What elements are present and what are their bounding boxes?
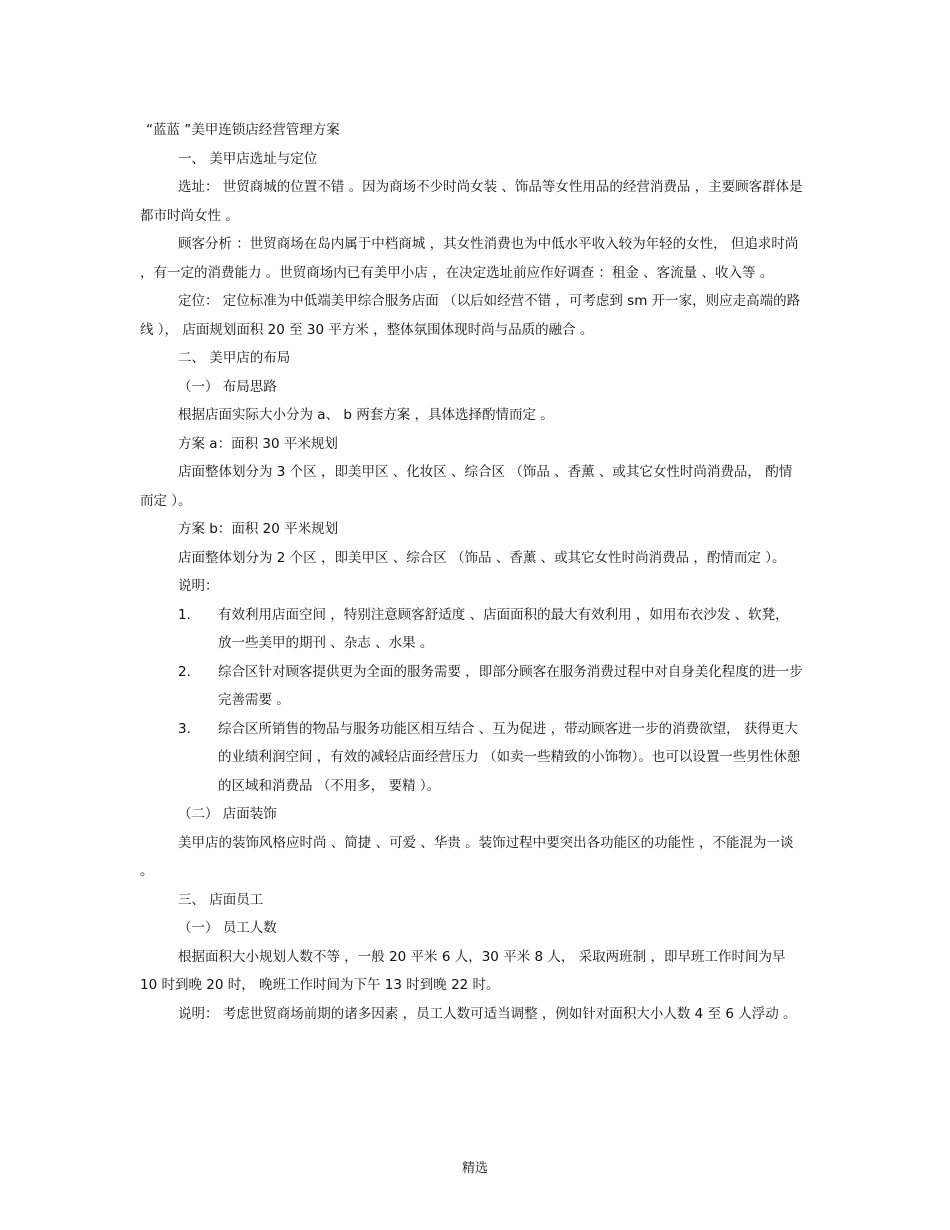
paragraph: 美甲店的装饰风格应时尚 、简捷 、可爱 、华贵 。装饰过程中要突出各功能区的功能性 ，不能混为一谈 。	[140, 834, 794, 879]
paragraph: 根据店面实际大小分为 a、 b 两套方案 ，具体选择酌情而定 。	[178, 407, 554, 423]
list-text: 综合区针对顾客提供更为全面的服务需要 ，即部分顾客在服务消费过程中对自身美化程度的进一步完善需要 。	[218, 663, 803, 708]
list-item	[140, 715, 805, 801]
list-item	[140, 601, 805, 658]
paragraph: 店面整体划分为 2 个区 ，即美甲区 、综合区 （饰品 、香薰 、或其它女性时尚消费品 ，酌情而定 ）。	[178, 549, 786, 566]
note-label: 说明：	[178, 578, 219, 594]
section-heading: 一、 美甲店选址与定位	[178, 150, 318, 167]
paragraph: 根据面积大小规划人数不等 ，一般 20 平米 6 人，30 平米 8 人， 采取两班制 ，即早班工作时间为早 10 时到晚 20 时， 晚班工作时间为下午 13 时到晚 22 时。	[140, 948, 786, 993]
subsection-heading: （一） 布局思路	[178, 378, 277, 395]
document-body	[140, 116, 805, 1028]
paragraph: 说明： 考虑世贸商场前期的诸多因素 ，员工人数可适当调整 ，例如针对面积大小人数 4 至 6 人浮动 。	[178, 1005, 797, 1022]
paragraph: 店面整体划分为 3 个区 ，即美甲区 、化妆区 、综合区 （饰品 、香薰 、或其它女性时尚消费品， 酌情而定 ）。	[140, 464, 793, 509]
plan-heading: 方案 a：面积 30 平米规划	[178, 435, 338, 452]
list-number: 2.	[178, 663, 191, 680]
page-footer: 精选	[461, 1161, 488, 1176]
list-number: 3.	[178, 720, 191, 737]
subsection-heading: （二） 店面装饰	[178, 806, 277, 822]
list-number: 1.	[178, 606, 191, 623]
document-title: “蓝蓝 ”美甲连锁店经营管理方案	[146, 122, 340, 138]
list-text: 有效利用店面空间 ，特别注意顾客舒适度 、店面面积的最大有效利用 ，如用布衣沙发 、软凳， 放一些美甲的期刊 、杂志 、水果 。	[218, 606, 789, 651]
subsection-heading: （一） 员工人数	[178, 920, 277, 936]
paragraph: 顾客分析 ：世贸商场在岛内属于中档商城 ，其女性消费也为中低水平收入较为年轻的女性， 但追求时尚 ，有一定的消费能力 。世贸商场内已有美甲小店 ，在决定选址前应作好调查 ：租金 、客流量 、收入等 。	[140, 236, 799, 281]
list-text: 综合区所销售的物品与服务功能区相互结合 、互为促进 ，带动顾客进一步的消费欲望， 获得更大的业绩利润空间 ，有效的减轻店面经营压力 （如卖一些精致的小饰物）。也可以设置一些男性休憩的区域和消费品 （不用多， 要精 ）。	[218, 720, 801, 794]
paragraph: 定位： 定位标准为中低端美甲综合服务店面 （以后如经营不错 ，可考虑到 sm 开一家，则应走高端的路线 ）， 店面规划面积 20 至 30 平方米 ，整体氛围体现时尚与品质的融合 。	[140, 293, 801, 338]
numbered-list	[140, 601, 805, 801]
section-heading: 三、 店面员工	[178, 891, 264, 908]
paragraph: 选址： 世贸商城的位置不错 。因为商场不少时尚女装 、饰品等女性用品的经营消费品 ，主要顾客群体是都市时尚女性 。	[140, 179, 803, 224]
list-item	[140, 658, 805, 715]
plan-heading: 方案 b：面积 20 平米规划	[178, 521, 339, 537]
section-heading: 二、 美甲店的布局	[178, 350, 291, 366]
